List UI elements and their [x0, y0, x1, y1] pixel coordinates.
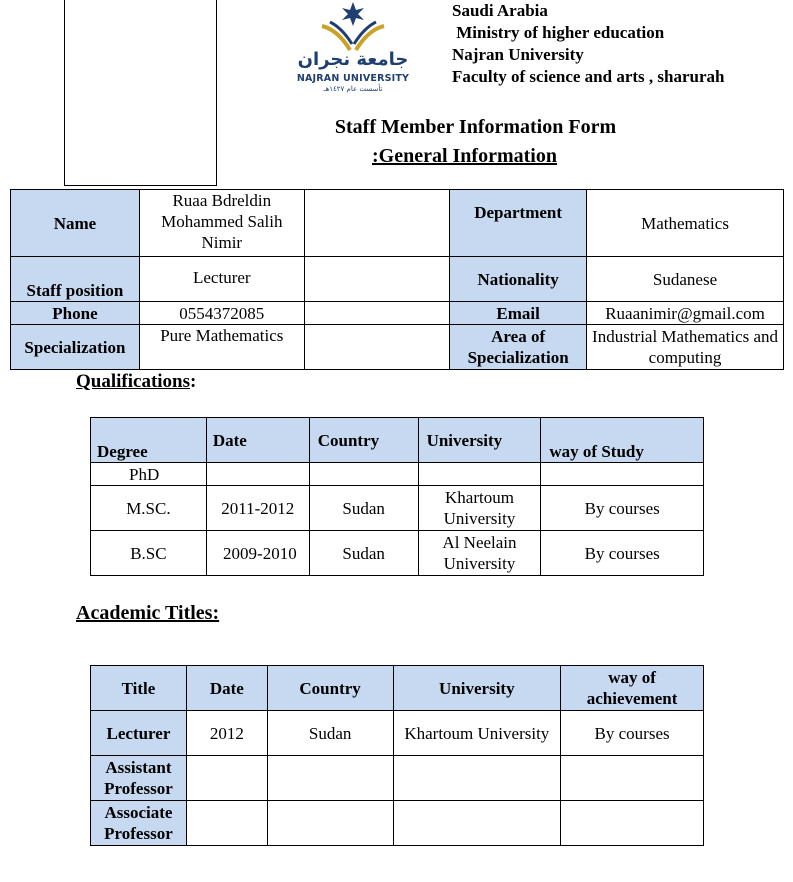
q-row1-country: [309, 463, 418, 486]
general-info-table: [10, 189, 784, 370]
area-value: Industrial Mathematics and computing: [587, 325, 784, 370]
empty-cell: [304, 302, 450, 325]
qualifications-heading: [76, 371, 196, 393]
empty-cell: [304, 190, 450, 257]
q-row2-university: Khartoum University: [418, 486, 541, 531]
q-header-degree: Degree: [91, 418, 207, 463]
a-row1-way: By courses: [561, 711, 704, 756]
header-country: Saudi Arabia: [452, 1, 548, 20]
q-row3-way: By courses: [541, 531, 704, 576]
a-row2-university: [393, 756, 561, 801]
department-value: Mathematics: [587, 190, 784, 257]
a-header-country: Country: [267, 666, 393, 711]
a-row2-country: [267, 756, 393, 801]
empty-cell: [304, 257, 450, 302]
a-row1-country: Sudan: [267, 711, 393, 756]
a-row1-title: Lecturer: [91, 711, 187, 756]
a-row2-title: Assistant Professor: [91, 756, 187, 801]
a-row3-university: [393, 801, 561, 846]
a-row3-date: [186, 801, 267, 846]
q-row1-way: [541, 463, 704, 486]
q-header-university: University: [418, 418, 541, 463]
q-row1-date: [206, 463, 309, 486]
q-row3-date: 2009-2010: [206, 531, 309, 576]
a-row2-way: [561, 756, 704, 801]
a-row3-country: [267, 801, 393, 846]
qualifications-heading-colon: :: [190, 371, 197, 392]
q-row2-date: 2011-2012: [206, 486, 309, 531]
a-header-university: University: [393, 666, 561, 711]
phone-label: Phone: [11, 302, 140, 325]
q-header-date: Date: [206, 418, 309, 463]
institution-header: [452, 0, 724, 88]
department-label: Department: [450, 190, 587, 257]
name-label: Name: [11, 190, 140, 257]
q-row1-university: [418, 463, 541, 486]
logo-sub-text: تأسست عام ١٤٢٧هـ: [323, 85, 383, 93]
position-label: Staff position: [11, 257, 140, 302]
q-row3-degree: B.SC: [91, 531, 207, 576]
a-row3-title: Associate Professor: [91, 801, 187, 846]
a-row3-way: [561, 801, 704, 846]
email-value: Ruaanimir@gmail.com: [587, 302, 784, 325]
name-value: Ruaa Bdreldin Mohammed Salih Nimir: [139, 190, 304, 257]
logo-english-text: NAJRAN UNIVERSITY: [296, 73, 410, 84]
header-university: Najran University: [452, 45, 584, 64]
position-value: Lecturer: [139, 257, 304, 302]
header-ministry: Ministry of higher education: [452, 23, 665, 42]
q-row2-degree: M.SC.: [91, 486, 207, 531]
academic-titles-heading: Academic Titles:: [76, 602, 220, 624]
photo-placeholder: [64, 0, 217, 186]
area-label: Area of Specialization: [450, 325, 587, 370]
logo-arabic-text: جامعة نجران: [297, 49, 409, 70]
empty-cell: [304, 325, 450, 370]
q-row3-university: Al Neelain University: [418, 531, 541, 576]
general-info-heading: :General Information: [372, 145, 557, 167]
specialization-label: Specialization: [11, 325, 140, 370]
form-title: Staff Member Information Form: [334, 116, 617, 138]
q-row2-way: By courses: [541, 486, 704, 531]
q-header-way: way of Study: [541, 418, 704, 463]
q-row1-degree: PhD: [91, 463, 207, 486]
nationality-value: Sudanese: [587, 257, 784, 302]
qualifications-heading-text: Qualifications: [76, 371, 191, 392]
a-row1-date: 2012: [186, 711, 267, 756]
qualifications-table: [90, 417, 704, 576]
header-faculty: Faculty of science and arts , sharurah: [452, 67, 725, 86]
a-row1-university: Khartoum University: [393, 711, 561, 756]
a-header-date: Date: [186, 666, 267, 711]
a-row2-date: [186, 756, 267, 801]
academic-titles-table: [90, 665, 704, 846]
email-label: Email: [450, 302, 587, 325]
specialization-value: Pure Mathematics: [139, 325, 304, 370]
nationality-label: Nationality: [450, 257, 587, 302]
phone-value: 0554372085: [139, 302, 304, 325]
university-logo: [292, 0, 414, 96]
q-row2-country: Sudan: [309, 486, 418, 531]
q-header-country: Country: [309, 418, 418, 463]
a-header-way: way of achievement: [561, 666, 704, 711]
a-header-title: Title: [91, 666, 187, 711]
q-row3-country: Sudan: [309, 531, 418, 576]
